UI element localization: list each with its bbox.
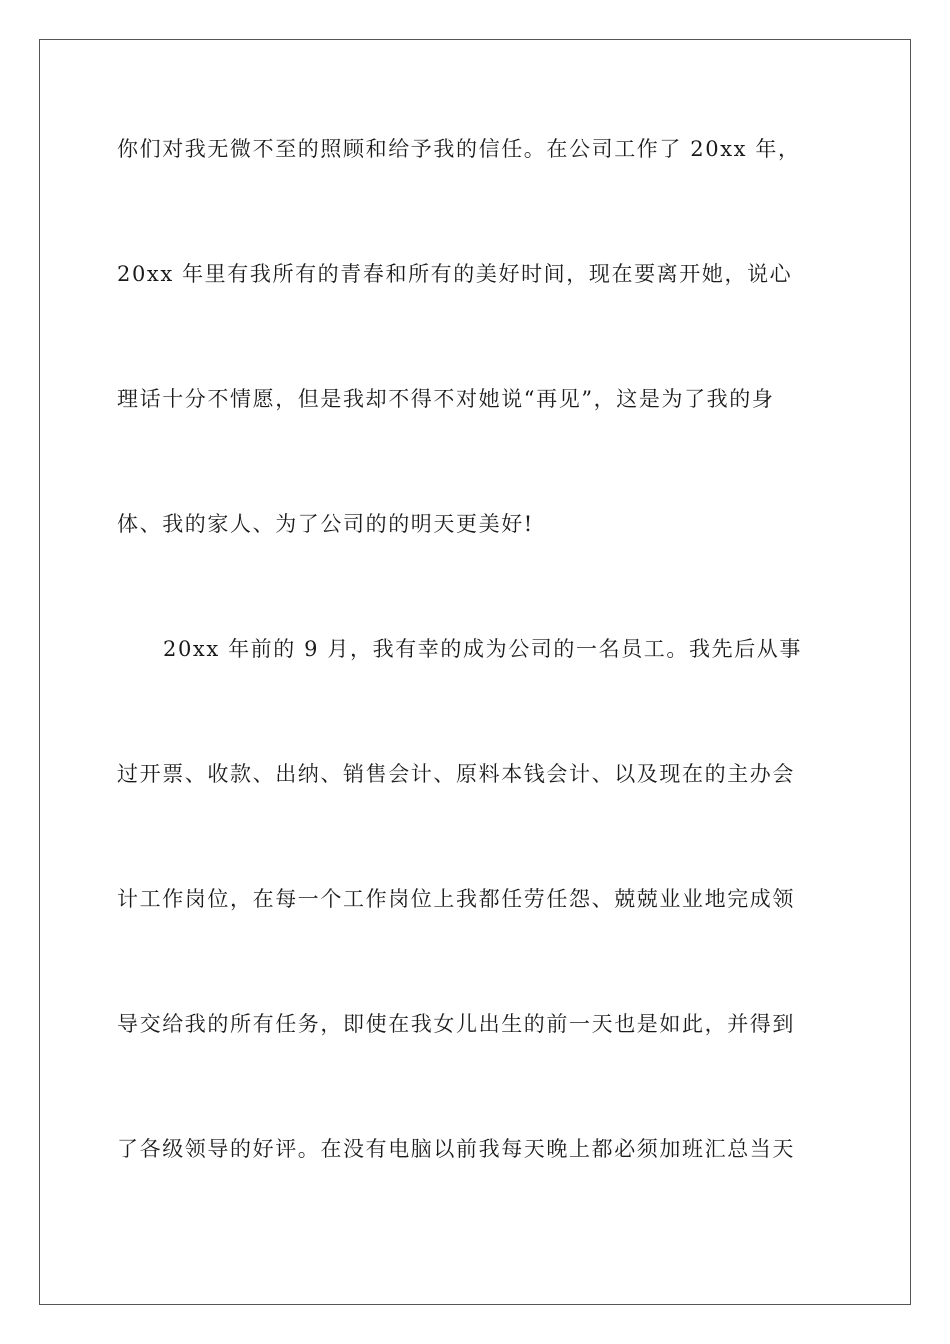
text-line: 20xx 年里有我所有的青春和所有的美好时间，现在要离开她，说心 (117, 262, 793, 286)
text-line: 计工作岗位，在每一个工作岗位上我都任劳任怨、兢兢业业地完成领 (117, 887, 795, 911)
text-line: 过开票、收款、出纳、销售会计、原料本钱会计、以及现在的主办会 (117, 762, 795, 786)
text-line: 理话十分不情愿，但是我却不得不对她说“再见”，这是为了我的身 (117, 387, 775, 411)
text-line: 体、我的家人、为了公司的的明天更美好! (117, 512, 534, 536)
text-line: 你们对我无微不至的照顾和给予我的信任。在公司工作了 20xx 年， (117, 137, 801, 161)
text-line: 导交给我的所有任务，即使在我女儿出生的前一天也是如此，并得到 (117, 1012, 795, 1036)
paragraph-first-line: 20xx 年前的 9 月，我有幸的成为公司的一名员工。我先后从事 (163, 637, 802, 661)
page-border (39, 39, 911, 1305)
text-line: 了各级领导的好评。在没有电脑以前我每天晚上都必须加班汇总当天 (117, 1137, 795, 1161)
